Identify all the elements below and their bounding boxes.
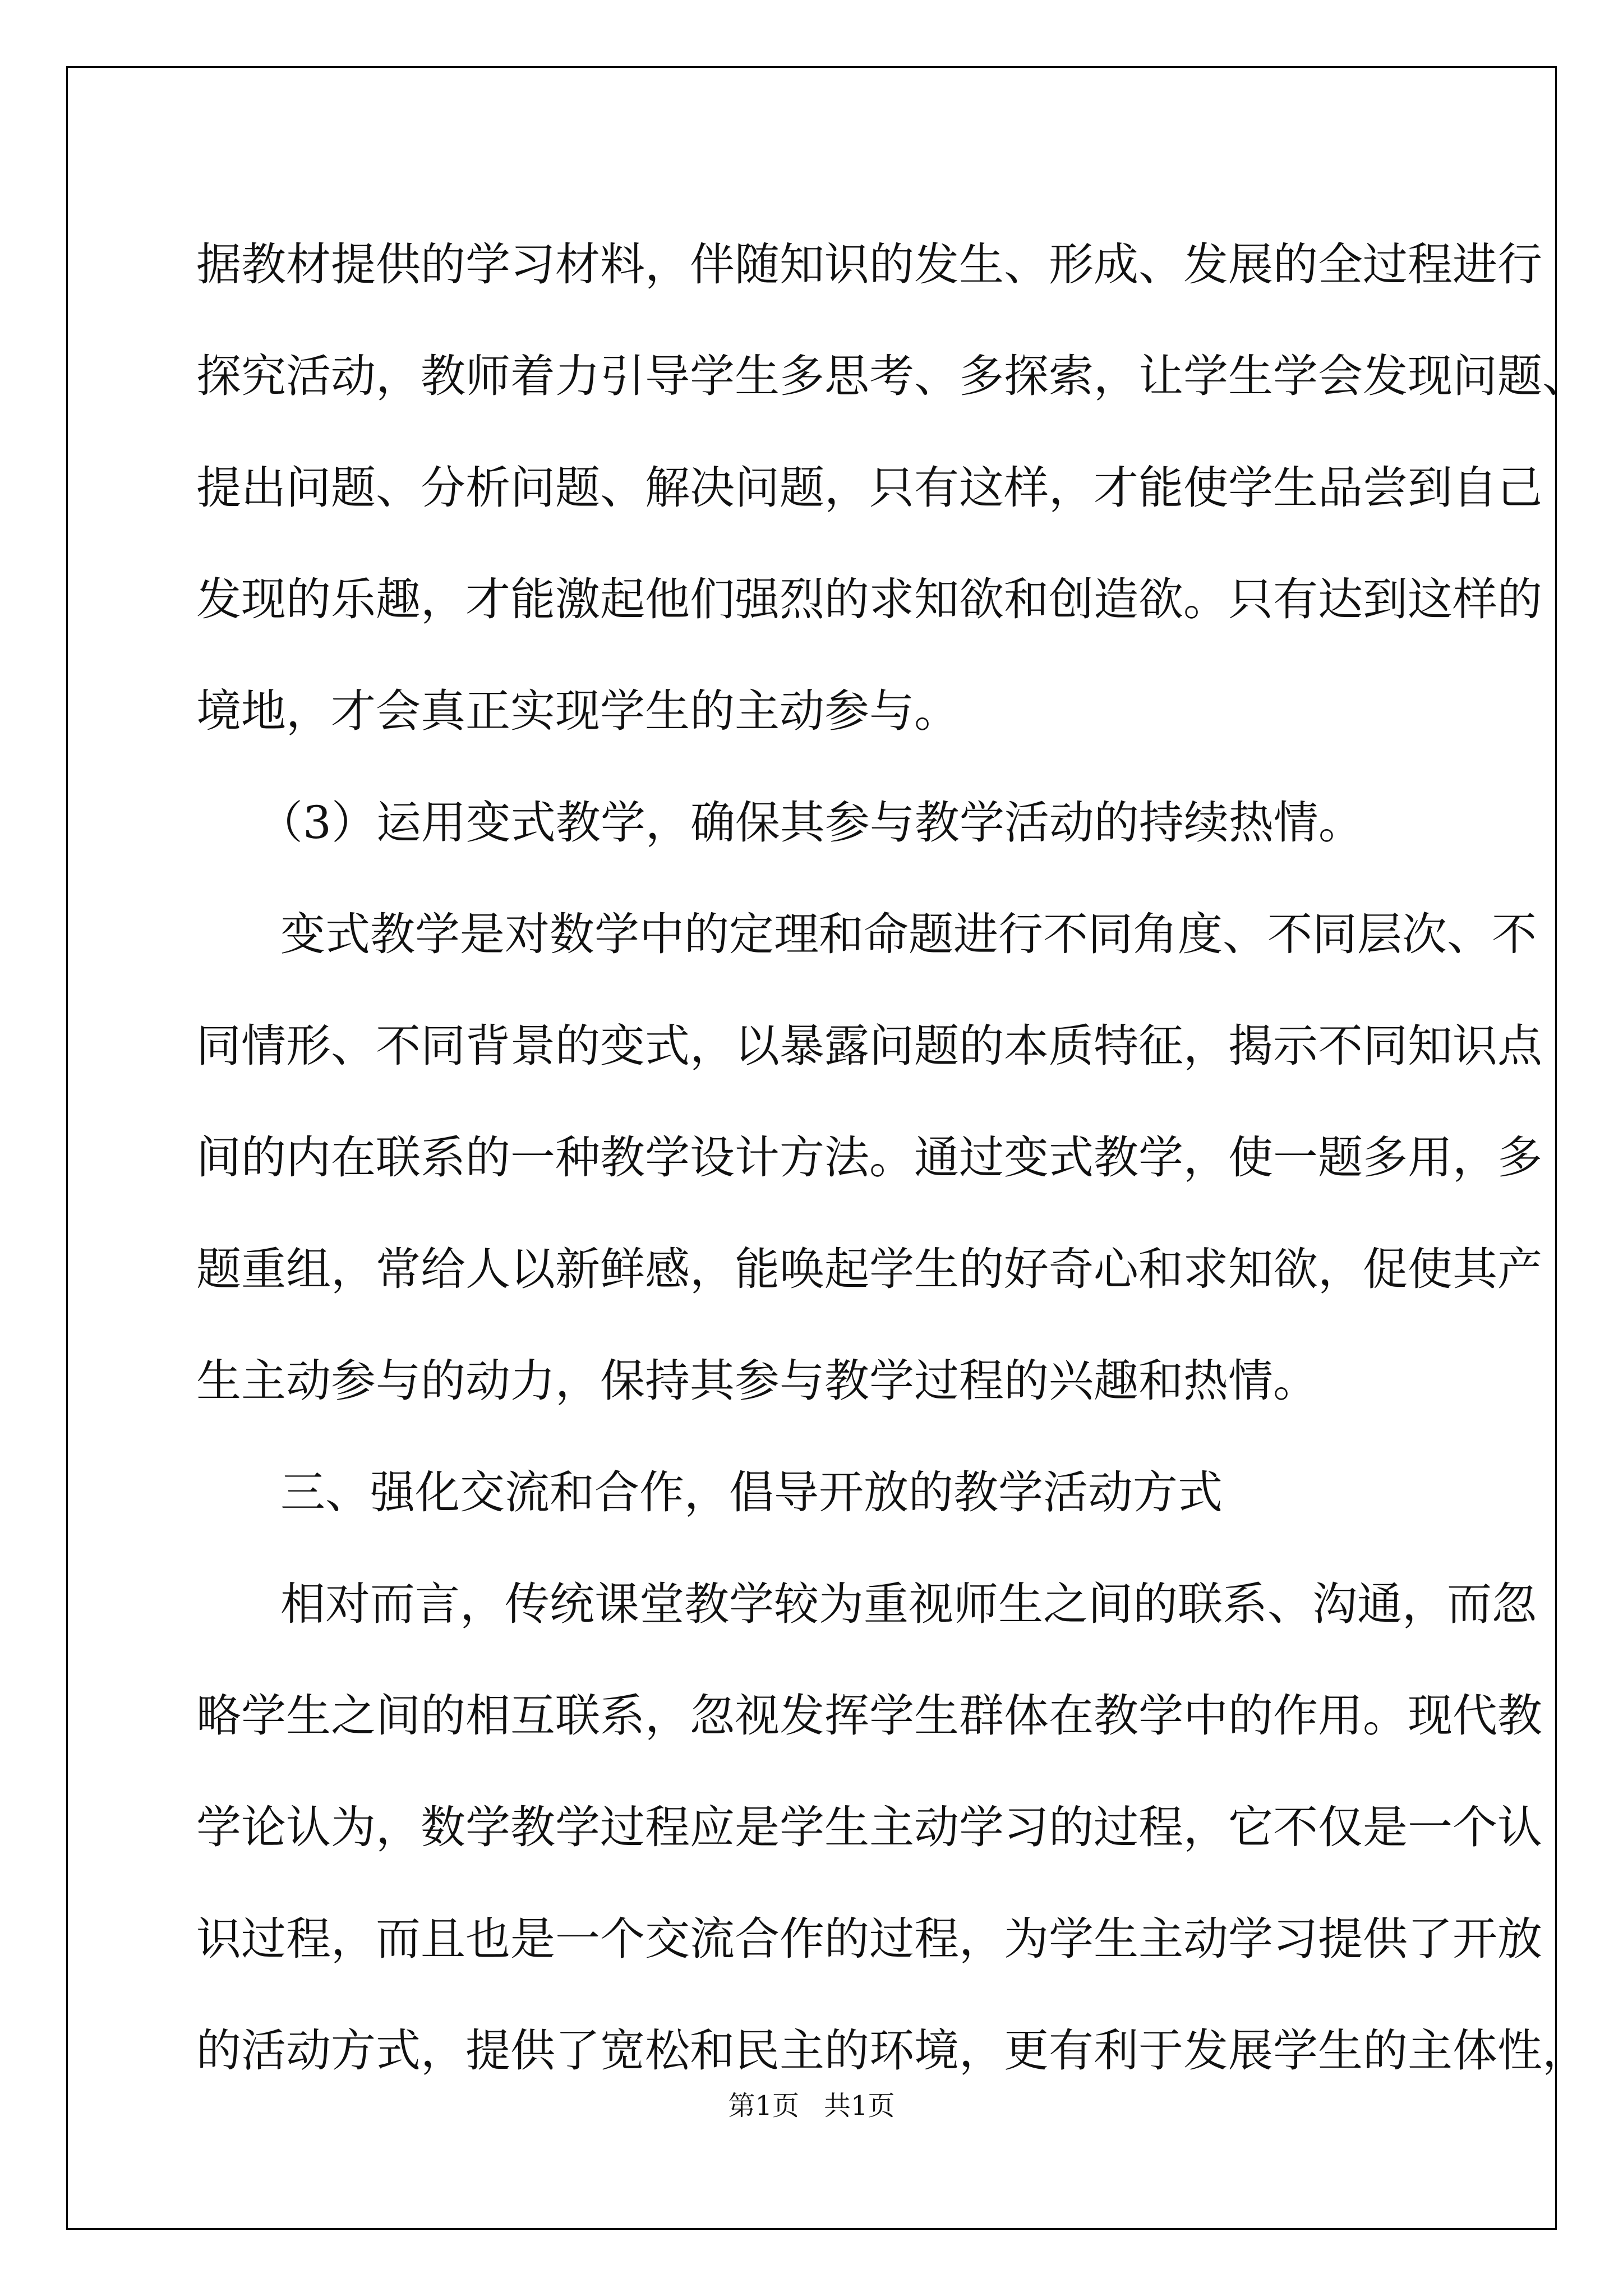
paragraph-line-16: 识过程，而且也是一个交流合作的过程，为学生主动学习提供了开放 <box>196 1913 1542 1965</box>
paragraph-line-9: 间的内在联系的一种教学设计方法。通过变式教学，使一题多用，多 <box>196 1131 1542 1184</box>
document-body <box>196 209 1587 2106</box>
paragraph-line-14: 略学生之间的相互联系，忽视发挥学生群体在教学中的作用。现代教 <box>196 1690 1542 1742</box>
paragraph-line-8: 同情形、不同背景的变式，以暴露问题的本质特征，揭示不同知识点 <box>196 1020 1542 1072</box>
paragraph-line-7: 变式教学是对数学中的定理和命题进行不同角度、不同层次、不 <box>280 908 1537 960</box>
page-footer <box>0 2084 1623 2123</box>
paragraph-line-4: 发现的乐趣，才能激起他们强烈的求知欲和创造欲。只有达到这样的 <box>196 573 1542 625</box>
paragraph-line-17: 的活动方式，提供了宽松和民主的环境，更有利于发展学生的主体性， <box>196 2024 1587 2077</box>
paragraph-line-11: 生主动参与的动力，保持其参与教学过程的兴趣和热情。 <box>196 1355 1318 1407</box>
paragraph-line-15: 学论认为，数学教学过程应是学生主动学习的过程，它不仅是一个认 <box>196 1801 1542 1853</box>
paragraph-line-13: 相对而言，传统课堂教学较为重视师生之间的联系、沟通，而忽 <box>280 1578 1537 1630</box>
paragraph-line-2: 探究活动，教师着力引导学生多思考、多探索，让学生学会发现问题、 <box>196 350 1587 402</box>
section-heading-3: （3）运用变式教学，确保其参与教学活动的持续热情。 <box>258 797 1363 849</box>
page-number-current: 第1页 <box>728 2090 799 2122</box>
page-number-total: 共1页 <box>824 2090 895 2122</box>
paragraph-line-10: 题重组，常给人以新鲜感，能唤起学生的好奇心和求知欲，促使其产 <box>196 1243 1542 1295</box>
paragraph-line-3: 提出问题、分析问题、解决问题，只有这样，才能使学生品尝到自己 <box>196 462 1542 514</box>
section-heading-three: 三、强化交流和合作，倡导开放的教学活动方式 <box>280 1466 1223 1519</box>
paragraph-line-1: 据教材提供的学习材料，伴随知识的发生、形成、发展的全过程进行 <box>196 238 1542 291</box>
paragraph-line-5: 境地，才会真正实现学生的主动参与。 <box>196 685 959 737</box>
